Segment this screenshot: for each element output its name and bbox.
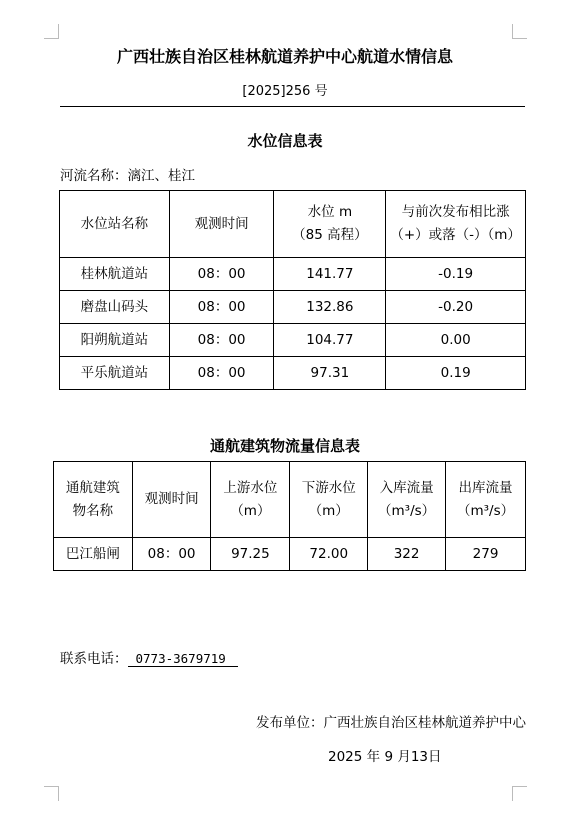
table-row <box>60 258 526 291</box>
time-cell: 08：00 <box>132 538 211 571</box>
outflow-cell: 279 <box>446 538 526 571</box>
change-cell: 0.00 <box>386 324 526 357</box>
header-outflow-line1: 出库流量 <box>458 479 513 496</box>
station-cell: 磨盘山码头 <box>60 291 170 324</box>
header-outflow <box>446 462 526 538</box>
header-structure-name-line2: 物名称 <box>72 502 114 519</box>
inflow-cell: 322 <box>368 538 446 571</box>
header-upstream-line1: 上游水位 <box>223 479 278 496</box>
crop-mark-bottom-right <box>512 786 527 801</box>
time-cell: 08：00 <box>169 357 274 390</box>
station-cell: 平乐航道站 <box>60 357 170 390</box>
river-label: 河流名称： <box>60 168 128 184</box>
header-upstream <box>211 462 290 538</box>
crop-mark-top-left <box>44 24 59 39</box>
upstream-cell: 97.25 <box>211 538 290 571</box>
title-divider <box>60 106 525 107</box>
river-name: 漓江、桂江 <box>127 168 195 184</box>
crop-mark-top-right <box>512 24 527 39</box>
level-cell: 141.77 <box>274 258 386 291</box>
phone-number: 0773-3679719 <box>128 651 238 667</box>
header-downstream-line1: 下游水位 <box>301 479 356 496</box>
header-level-line1: 水位 m <box>307 204 353 220</box>
water-level-header-row <box>60 191 526 258</box>
header-downstream <box>290 462 368 538</box>
table-row <box>60 357 526 390</box>
river-name-line <box>60 164 195 184</box>
header-upstream-line2: （m） <box>230 502 271 519</box>
water-level-section-title: 水位信息表 <box>247 132 323 150</box>
level-cell: 132.86 <box>274 291 386 324</box>
time-cell: 08：00 <box>169 291 274 324</box>
header-outflow-line2: （m³/s） <box>456 502 515 519</box>
change-cell: -0.20 <box>386 291 526 324</box>
table-row <box>60 291 526 324</box>
header-inflow-line1: 入库流量 <box>379 479 434 496</box>
header-station: 水位站名称 <box>60 191 170 258</box>
header-level <box>274 191 386 258</box>
header-structure-name-line1: 通航建筑 <box>65 479 120 496</box>
contact-label: 联系电话： <box>60 651 128 667</box>
flow-section-title: 通航建筑物流量信息表 <box>209 437 360 455</box>
change-cell: -0.19 <box>386 258 526 291</box>
header-level-line2: （85 高程） <box>292 227 368 243</box>
crop-mark-bottom-left <box>44 786 59 801</box>
level-cell: 97.31 <box>274 357 386 390</box>
document-title: 广西壮族自治区桂林航道养护中心航道水情信息 <box>116 47 453 66</box>
header-time: 观测时间 <box>169 191 274 258</box>
contact-line <box>60 647 238 667</box>
station-cell: 桂林航道站 <box>60 258 170 291</box>
table-row <box>60 324 526 357</box>
header-change-line1: 与前次发布相比涨 <box>401 204 510 220</box>
header-change-line2: （+）或落（-）（m） <box>390 227 521 243</box>
level-cell: 104.77 <box>274 324 386 357</box>
header-structure-name <box>54 462 133 538</box>
header-inflow-line2: （m³/s） <box>378 502 436 519</box>
change-cell: 0.19 <box>386 357 526 390</box>
publish-date: 2025 年 9 月13日 <box>328 749 442 765</box>
table-row <box>54 538 526 571</box>
time-cell: 08：00 <box>169 324 274 357</box>
header-time: 观测时间 <box>132 462 211 538</box>
flow-table <box>53 461 526 571</box>
station-cell: 阳朔航道站 <box>60 324 170 357</box>
flow-header-row <box>54 462 526 538</box>
document-number: [2025]256 号 <box>242 84 328 99</box>
header-change <box>386 191 526 258</box>
header-downstream-line2: （m） <box>308 502 349 519</box>
structure-name-cell: 巴江船闸 <box>54 538 133 571</box>
water-level-table <box>59 190 526 390</box>
header-inflow <box>368 462 446 538</box>
downstream-cell: 72.00 <box>290 538 368 571</box>
time-cell: 08：00 <box>169 258 274 291</box>
publisher: 发布单位：广西壮族自治区桂林航道养护中心 <box>256 715 526 731</box>
